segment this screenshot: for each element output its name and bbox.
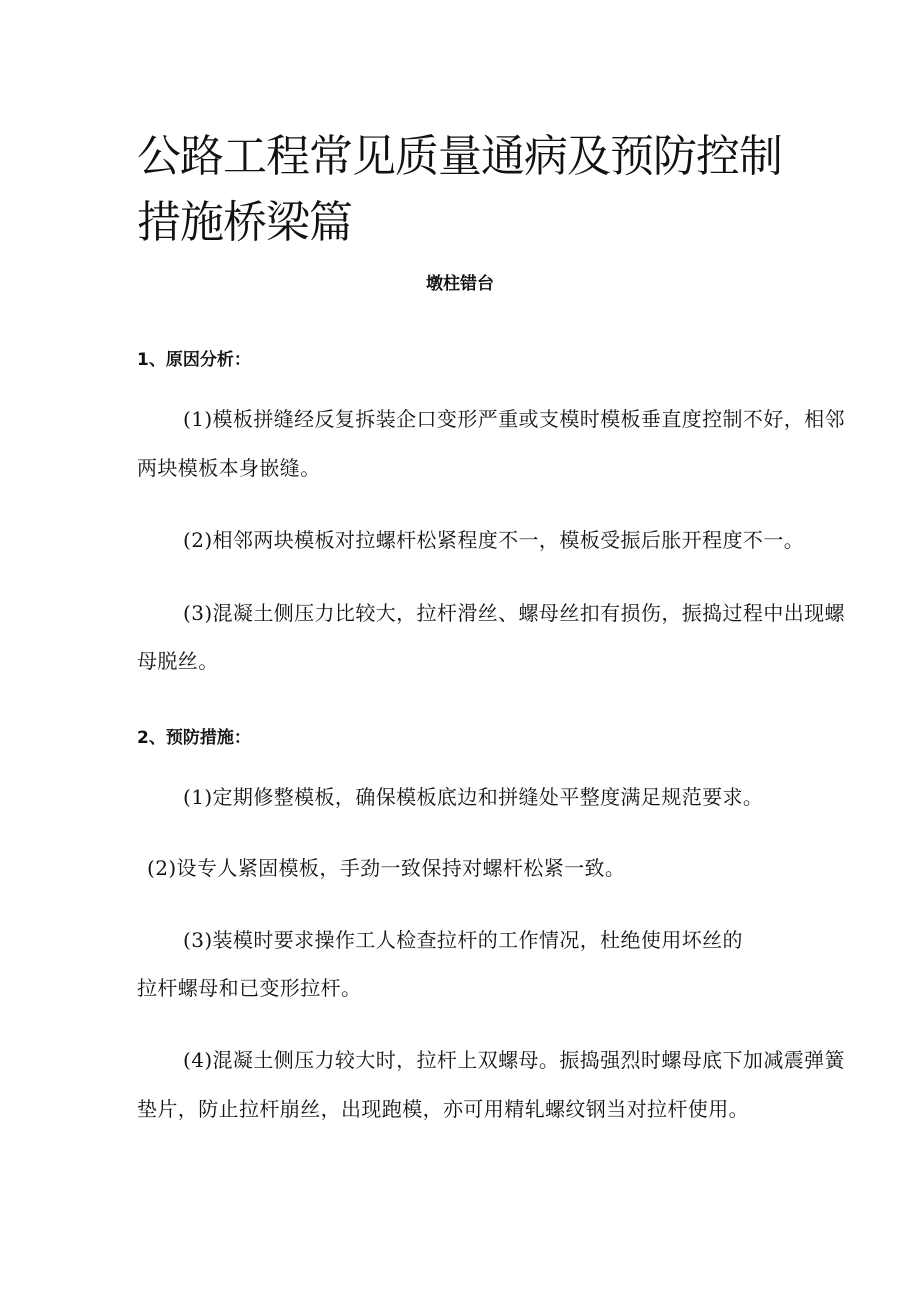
prevention-item-3-line-2: 拉杆螺母和已变形拉杆。: [137, 976, 362, 1000]
cause-item-1-line-1: (1)模板拼缝经反复拆装企口变形严重或支模时模板垂直度控制不好，相邻: [183, 407, 845, 431]
cause-item-1-line-2: 两块模板本身嵌缝。: [137, 456, 321, 480]
prevention-item-4-line-1: (4)混凝土侧压力较大时，拉杆上双螺母。振捣强烈时螺母底下加减震弹簧: [183, 1048, 845, 1072]
prevention-item-2: (2)设专人紧固模板，手劲一致保持对螺杆松紧一致。: [147, 856, 626, 880]
section-heading-cause-analysis: 1、原因分析：: [137, 350, 251, 370]
cause-item-2: (2)相邻两块模板对拉螺杆松紧程度不一，模板受振后胀开程度不一。: [183, 528, 805, 552]
prevention-item-4-line-2: 垫片，防止拉杆崩丝，出现跑模，亦可用精轧螺纹钢当对拉杆使用。: [137, 1097, 749, 1121]
cause-item-3-line-2: 母脱丝。: [137, 649, 219, 673]
document-title-line-2: 措施桥梁篇: [137, 197, 352, 248]
cause-item-3-line-1: (3)混凝土侧压力比较大，拉杆滑丝、螺母丝扣有损伤，振捣过程中出现螺: [183, 601, 845, 625]
prevention-item-1: (1)定期修整模板，确保模板底边和拼缝处平整度满足规范要求。: [183, 785, 764, 809]
prevention-item-3-line-1: (3)装模时要求操作工人检查拉杆的工作情况，杜绝使用坏丝的: [183, 928, 743, 952]
section-heading-prevention: 2、预防措施：: [137, 728, 251, 748]
document-title-line-1: 公路工程常见质量通病及预防控制: [137, 131, 782, 182]
document-subtitle: 墩柱错台: [426, 274, 494, 294]
